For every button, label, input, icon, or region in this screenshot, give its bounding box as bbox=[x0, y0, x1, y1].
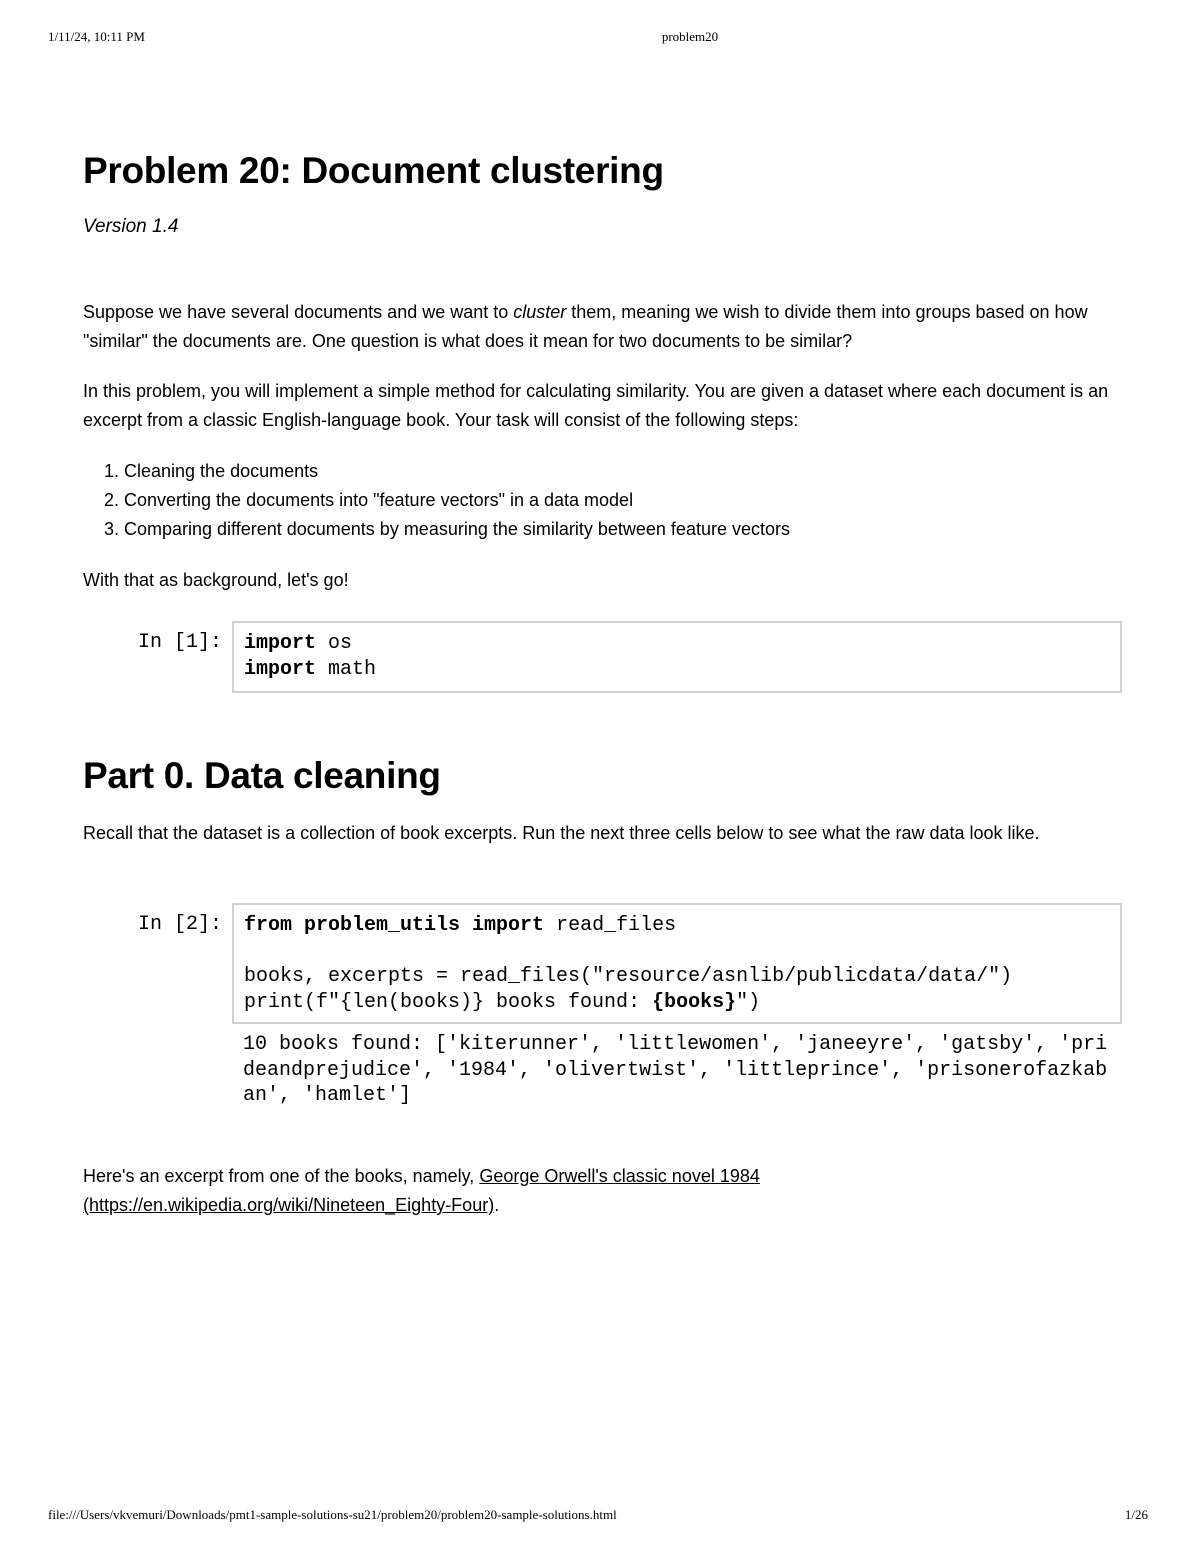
cell-2-prompt: In [2]: bbox=[138, 913, 223, 936]
page-title: Problem 20: Document clustering bbox=[83, 150, 664, 191]
intro-text: them, meaning we wish to divide them into groups based on how "similar" the documents are. One question is what does it mean for two documents to be similar? bbox=[83, 302, 1088, 351]
print-footer bbox=[0, 1507, 1200, 1527]
code-keyword: from bbox=[244, 914, 293, 937]
code-text: os bbox=[316, 632, 353, 655]
code-text: print(f"{len(books)} books found: bbox=[244, 990, 653, 1014]
intro-paragraph-1 bbox=[83, 298, 1123, 356]
print-datetime: 1/11/24, 10:11 PM bbox=[48, 29, 145, 44]
intro-paragraph-3: With that as background, let's go! bbox=[83, 570, 349, 590]
code-text: math bbox=[316, 657, 377, 681]
steps-list bbox=[83, 457, 790, 544]
version-label: Version 1.4 bbox=[83, 216, 179, 237]
code-keyword: import bbox=[244, 657, 317, 681]
cell-2-output: 10 books found: ['kiterunner', 'littlewomen', 'janeeyre', 'gatsby', 'prideandprejudice', '1984', 'olivertwist', 'littleprince', 'prisonerofazkaban', 'hamlet'] bbox=[243, 1033, 1108, 1107]
code-text: read_files bbox=[544, 914, 677, 937]
cell-1-prompt: In [1]: bbox=[138, 631, 223, 654]
code-text: books, excerpts = read_files("resource/asnlib/publicdata/data/") bbox=[244, 965, 1013, 988]
orwell-1984-link[interactable]: George Orwell's classic novel 1984 (https://en.wikipedia.org/wiki/Nineteen_Eighty-Four) bbox=[83, 1166, 760, 1215]
print-file-path: file:///Users/vkvemuri/Downloads/pmt1-sample-solutions-su21/problem20/problem20-sample-solutions.html bbox=[48, 1507, 617, 1522]
intro-paragraph-2: In this problem, you will implement a simple method for calculating similarity. You are given a dataset where each document is an excerpt from a classic English-language book. Your task will consist of the following steps: bbox=[83, 381, 1109, 430]
list-item: 1. Cleaning the documents bbox=[124, 457, 790, 486]
code-cell-1[interactable] bbox=[232, 621, 1122, 693]
list-item: 2. Converting the documents into "feature vectors" in a data model bbox=[124, 486, 790, 515]
excerpt-intro-text: Here's an excerpt from one of the books, namely, bbox=[83, 1166, 480, 1186]
code-keyword: import bbox=[472, 914, 545, 937]
excerpt-intro-text: . bbox=[494, 1195, 500, 1215]
print-header bbox=[0, 29, 1200, 49]
code-keyword: import bbox=[244, 632, 317, 655]
list-item: 3. Comparing different documents by measuring the similarity between feature vectors bbox=[124, 515, 790, 544]
emphasis-cluster: cluster bbox=[513, 302, 567, 322]
print-doc-title: problem20 bbox=[661, 29, 719, 44]
section-heading-part0: Part 0. Data cleaning bbox=[83, 755, 441, 796]
code-module: problem_utils bbox=[292, 914, 473, 937]
code-cell-2[interactable] bbox=[232, 903, 1122, 1024]
intro-text: Suppose we have several documents and we want to bbox=[83, 302, 514, 322]
code-text-bold: {books} bbox=[652, 990, 737, 1014]
excerpt-intro-paragraph bbox=[83, 1162, 1123, 1220]
print-page-number: 1/26 bbox=[1124, 1507, 1148, 1522]
part0-description: Recall that the dataset is a collection of book excerpts. Run the next three cells below to see what the raw data look like. bbox=[83, 823, 1040, 843]
code-text: ") bbox=[736, 990, 761, 1014]
